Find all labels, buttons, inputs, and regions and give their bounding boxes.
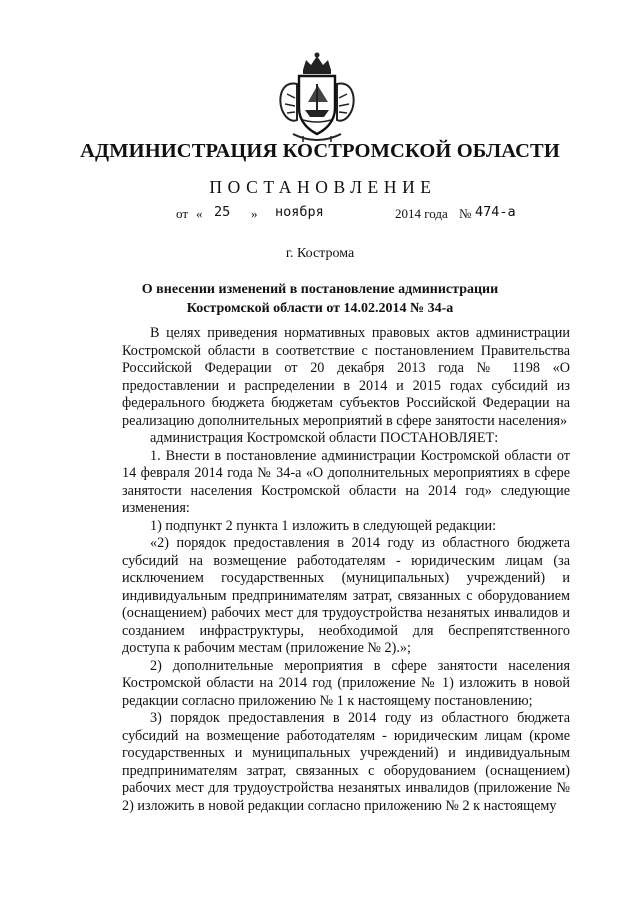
subject-line-2: Костромской области от 14.02.2014 № 34-а bbox=[186, 301, 454, 316]
paragraph: администрация Костромской области ПОСТАНОВЛЯЕТ: bbox=[150, 430, 499, 446]
date-day: 25 bbox=[214, 204, 231, 220]
document-subject bbox=[0, 280, 640, 318]
date-line bbox=[0, 206, 640, 226]
document-number: 474-а bbox=[475, 204, 516, 220]
paragraph: 1) подпункт 2 пункта 1 изложить в следующей редакции: bbox=[150, 517, 497, 534]
document-body bbox=[122, 325, 570, 815]
open-quote: « bbox=[196, 206, 203, 221]
date-prefix: от bbox=[176, 206, 189, 221]
paragraph: 3) порядок предоставления в 2014 году из областного бюджета субсидий на возмещение работодателям - юридическим лицам (кроме государственных и муниципальных учреждений) и индивидуальным предпринимателям затрат, связанных с оборудованием (оснащением) рабочих мест для трудоустройства незанятых инвалидов (приложение № 2) изложить в новой редакции согласно приложению № 2 к настоящему bbox=[122, 710, 570, 814]
close-quote: » bbox=[251, 206, 258, 221]
paragraph: «2) порядок предоставления в 2014 году из областного бюджета субсидий на возмещение работодателям - юридическим лицам (за исключением государственных (муниципальных) учреждений) и индивидуальным предпринимателям затрат, связанных с оборудованием (оснащением) рабочих мест для трудоустройства незанятых инвалидов и созданием инфраструктуры, необходимой для беспрепятственного доступа к рабочим местам (приложение № 2).»; bbox=[122, 535, 570, 656]
date-year: 2014 года bbox=[395, 206, 448, 221]
paragraph: 1. Внести в постановление администрации Костромской области от 14 февраля 2014 года № 34-а «О дополнительных мероприятиях в сфере занятости населения Костромской области на 2014 год» следующие изменения: bbox=[122, 447, 570, 516]
date-month: ноября bbox=[275, 204, 324, 220]
subject-line-1: О внесении изменений в постановление администрации bbox=[141, 282, 499, 297]
document-type: ПОСТАНОВЛЕНИЕ bbox=[209, 177, 437, 197]
paragraph: В целях приведения нормативных правовых актов администрации Костромской области в соответствие с постановлением Правительства Российской Федерации от 20 декабря 2013 года № 1198 «О предоставлении и распределении в 2014 и 2015 годах субсидий из федерального бюджета бюджетам субъектов Российской Федерации на реализацию дополнительных мероприятий в сфере занятости населения» bbox=[122, 325, 570, 429]
organization-title: АДМИНИСТРАЦИЯ КОСТРОМСКОЙ ОБЛАСТИ bbox=[80, 140, 560, 162]
paragraph: 2) дополнительные мероприятия в сфере занятости населения Костромской области на 2014 год (приложение № 1) изложить в новой редакции согласно приложению № 1 к настоящему постановлению; bbox=[122, 657, 570, 709]
coat-of-arms-icon bbox=[273, 50, 361, 146]
number-sign: № bbox=[459, 206, 472, 221]
city: г. Кострома bbox=[285, 246, 355, 261]
